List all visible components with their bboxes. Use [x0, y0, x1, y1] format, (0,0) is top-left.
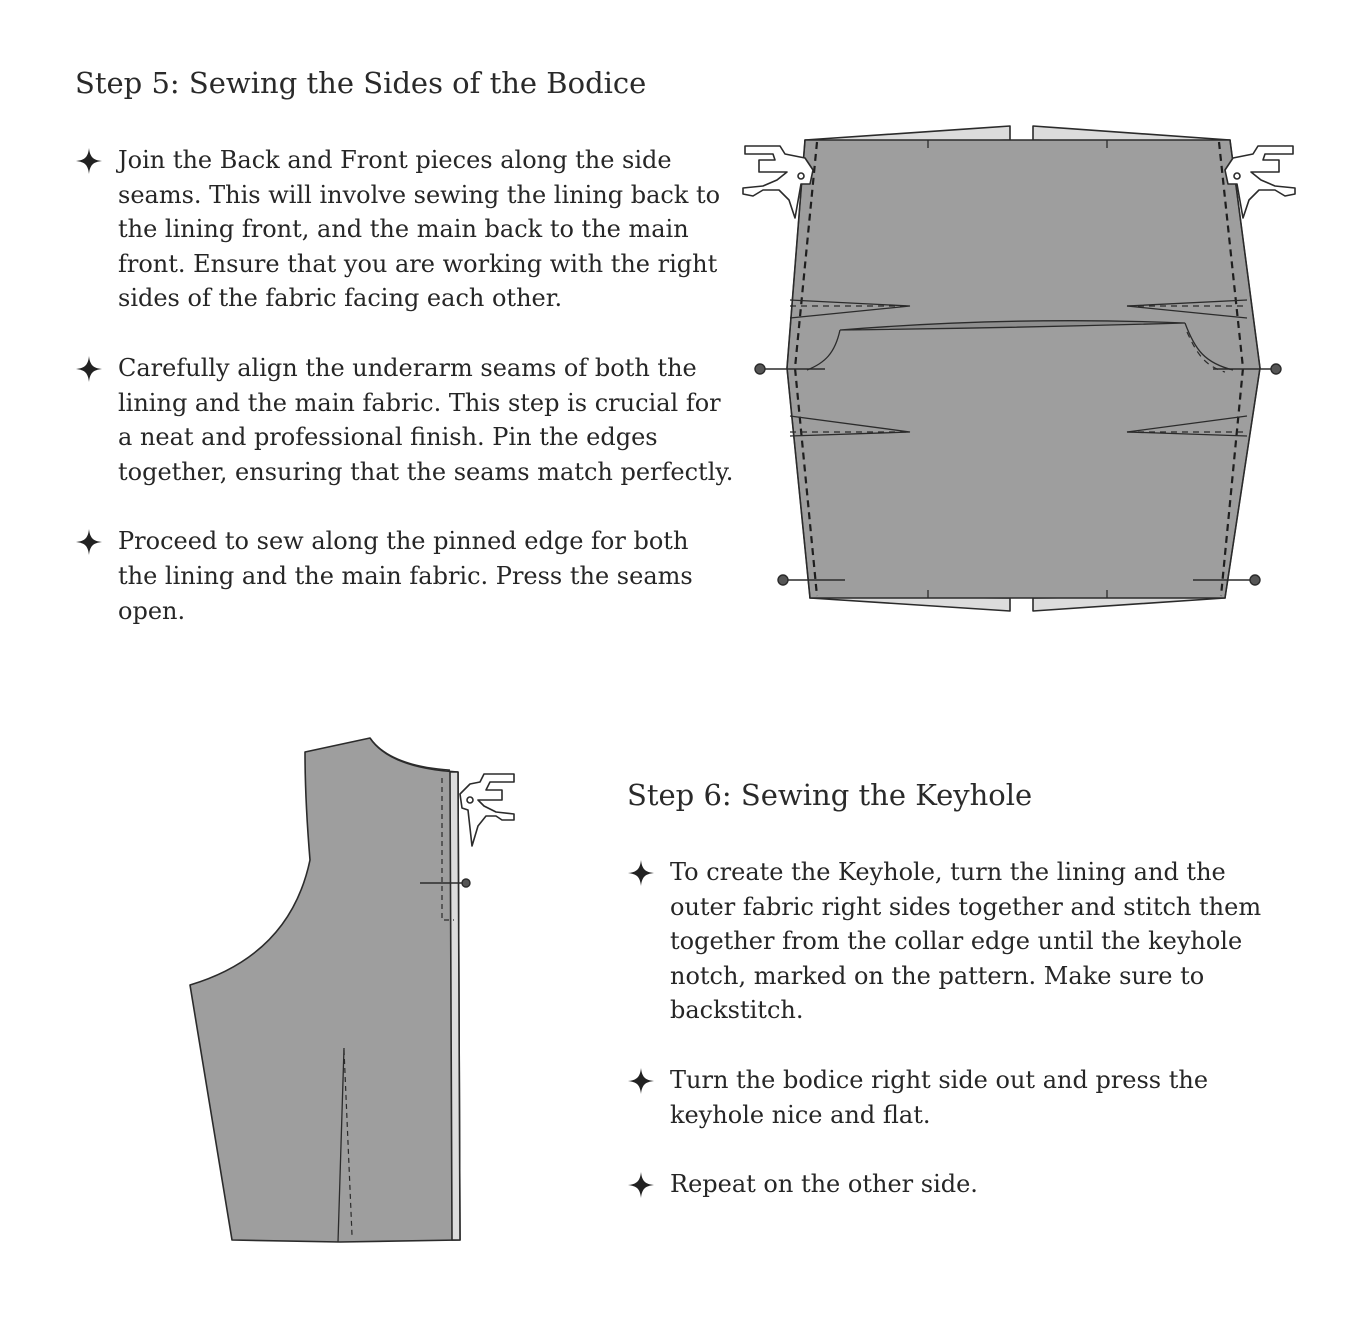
step6-item-2-text: Turn the bodice right side out and press the keyhole nice and flat. [670, 1065, 1209, 1129]
four-point-star-icon [627, 859, 655, 887]
step6-item-3-text: Repeat on the other side. [670, 1170, 978, 1199]
four-point-star-icon [627, 1171, 655, 1199]
four-point-star-icon [627, 1067, 655, 1095]
step5-item-1 [75, 143, 735, 316]
sewing-presser-foot-icon [460, 774, 514, 846]
bodice-side-seam-illustration [735, 118, 1305, 623]
step6-instructions [627, 855, 1287, 1237]
step5-instructions [75, 143, 735, 663]
step6-item-2 [627, 1063, 1287, 1132]
step5-item-2 [75, 351, 735, 489]
main-fabric-panel [787, 140, 1260, 598]
step6-item-3 [627, 1167, 1287, 1202]
step6-title: Step 6: Sewing the Keyhole [627, 778, 1033, 812]
step5-title: Step 5: Sewing the Sides of the Bodice [75, 66, 647, 100]
four-point-star-icon [75, 147, 103, 175]
four-point-star-icon [75, 355, 103, 383]
step5-item-2-text: Carefully align the underarm seams of both the lining and the main fabric. This step is crucial for a neat and professional finish. Pin the edges together, ensuring that the seams match perfectly. [118, 353, 734, 486]
step5-item-3 [75, 524, 735, 628]
step6-item-1 [627, 855, 1287, 1028]
front-bodice-panel [190, 738, 460, 1242]
step5-item-3-text: Proceed to sew along the pinned edge for both the lining and the main fabric. Press the seams open. [118, 527, 693, 625]
step6-item-1-text: To create the Keyhole, turn the lining and the outer fabric right sides together and stitch them together from the collar edge until the keyhole notch, marked on the pattern. Make sure to backstitch. [670, 858, 1262, 1025]
step5-item-1-text: Join the Back and Front pieces along the side seams. This will involve sewing the lining back to the lining front, and the main back to the main front. Ensure that you are working with the right sides of the fabric facing each other. [118, 146, 721, 313]
four-point-star-icon [75, 528, 103, 556]
front-bodice-keyhole-illustration [180, 730, 525, 1250]
